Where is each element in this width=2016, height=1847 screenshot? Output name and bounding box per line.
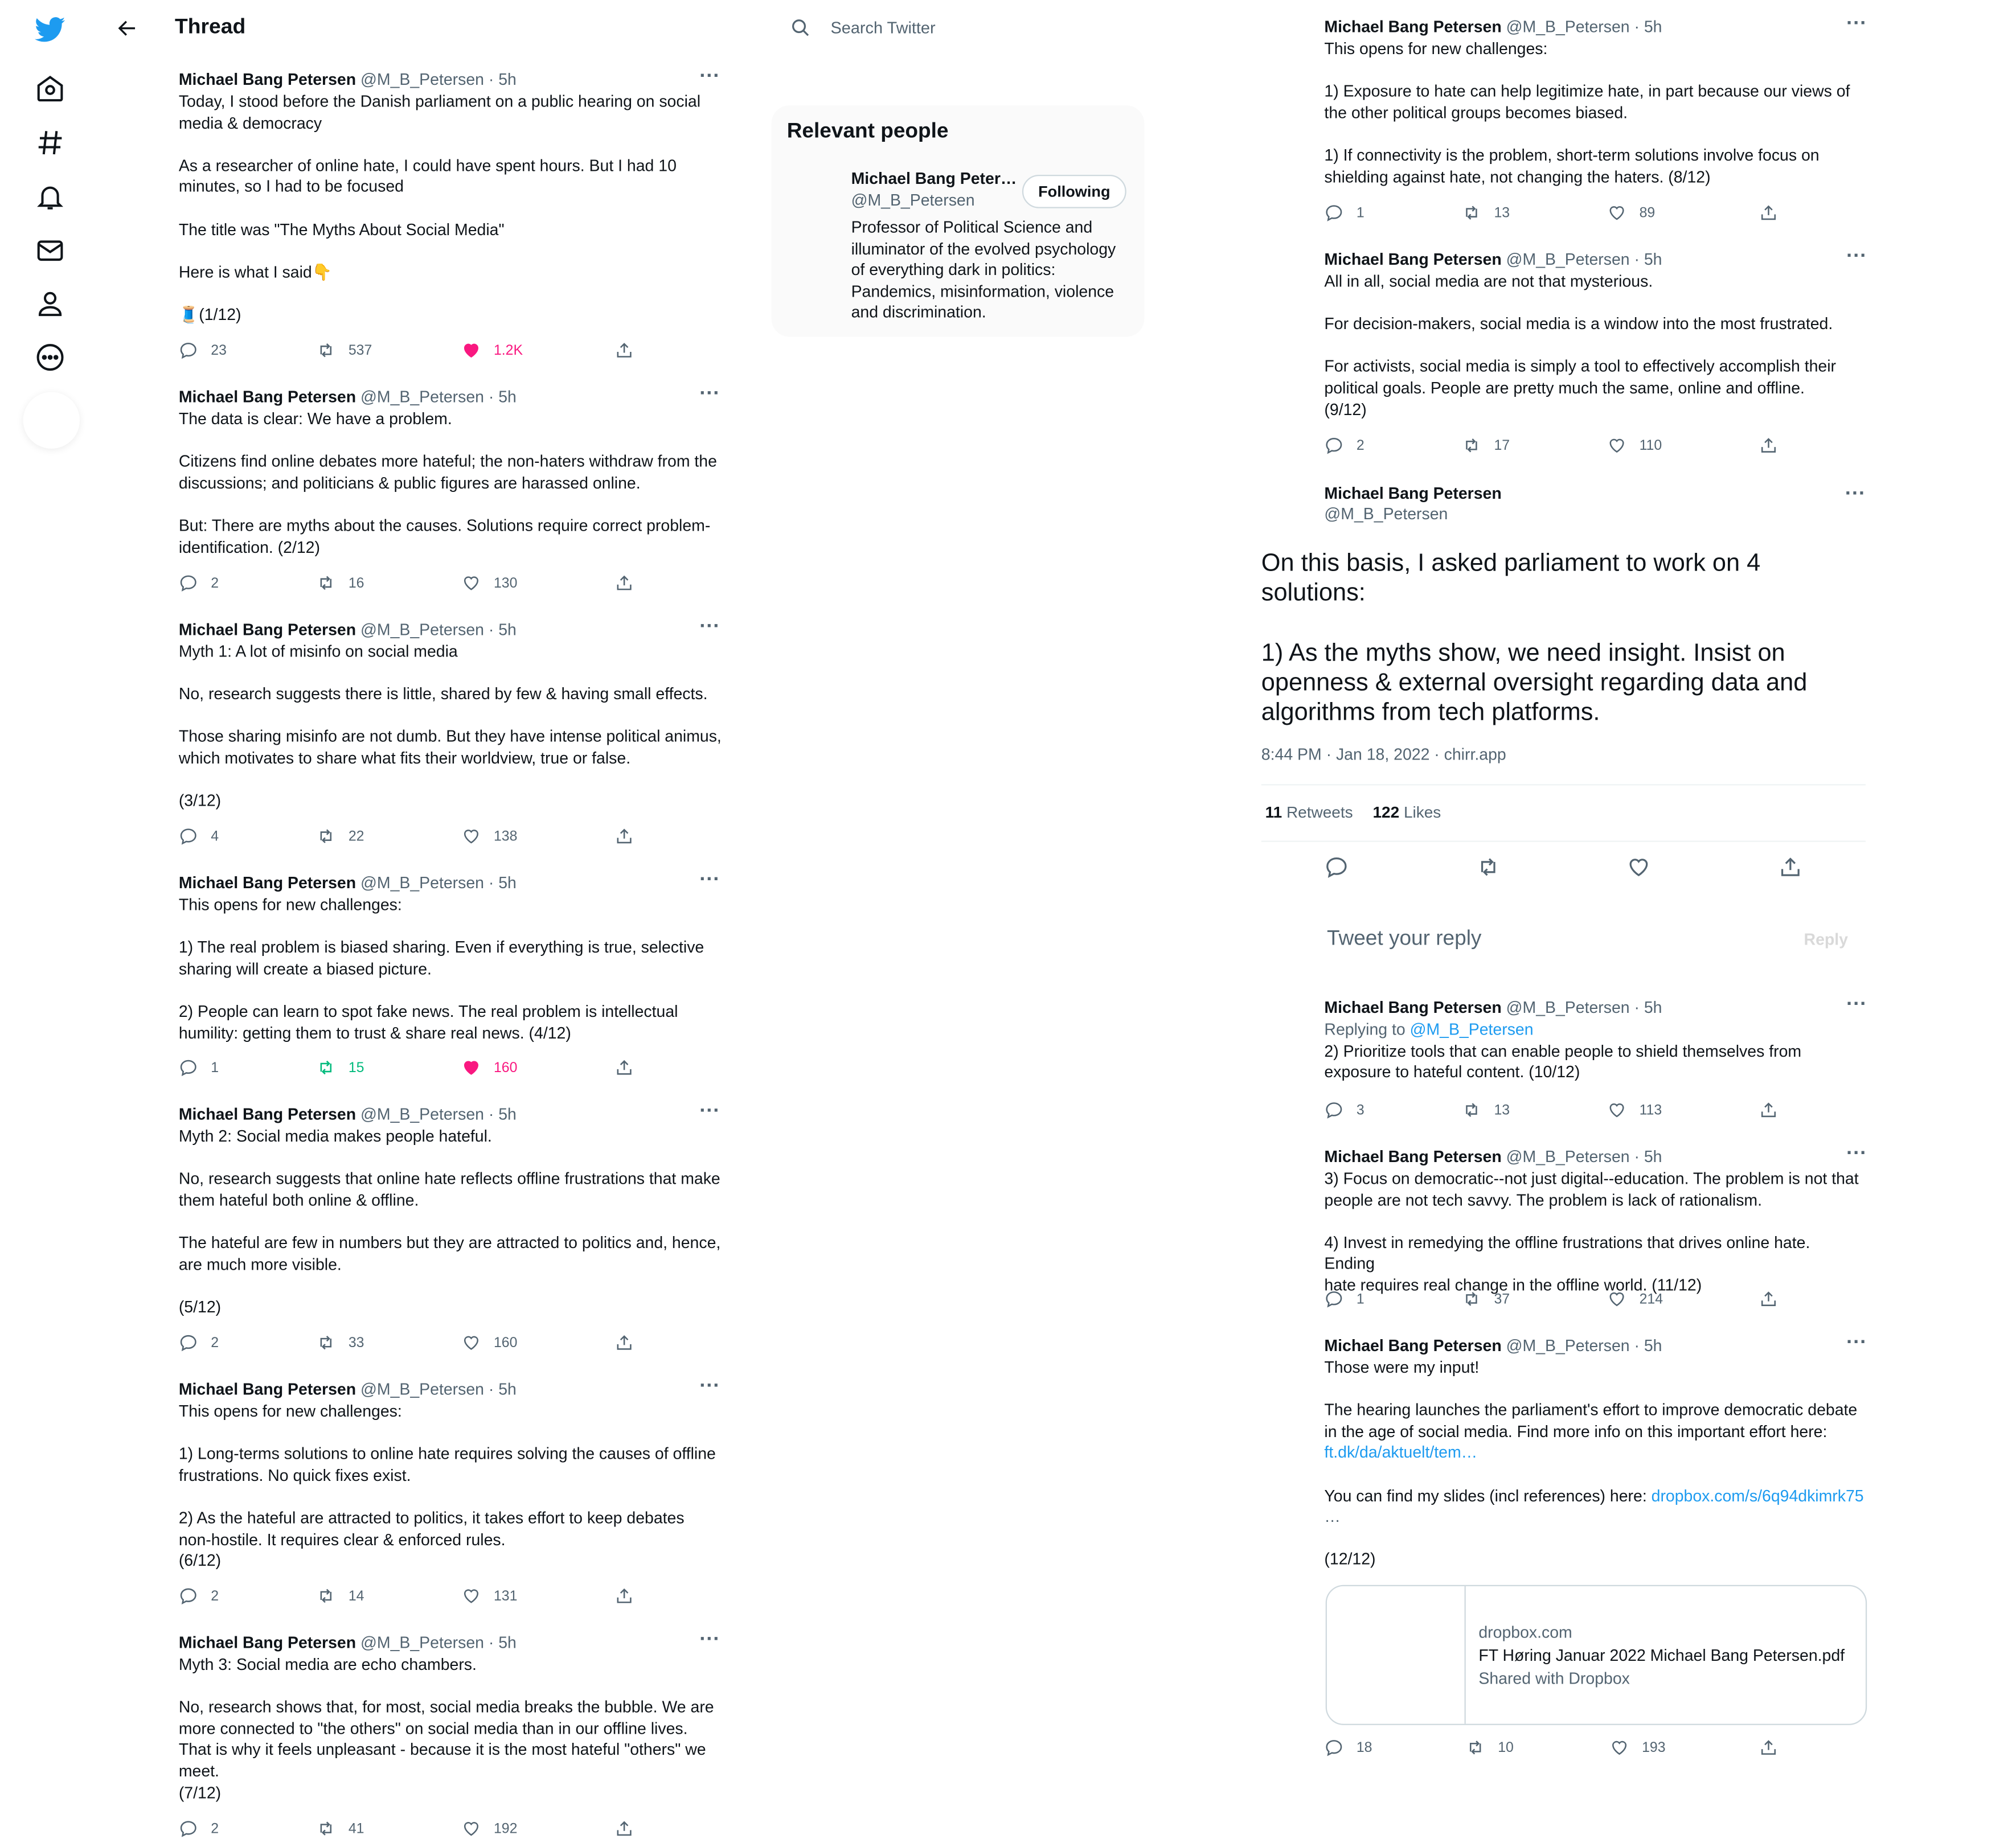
link-card-description: Shared with Dropbox [1478,1669,1630,1688]
like-icon [1607,1289,1639,1308]
tweet-more-icon[interactable]: ··· [699,65,720,88]
tweet-more-icon[interactable]: ··· [1846,1143,1867,1165]
focus-timestamp: 8:44 PM · Jan 18, 2022 · chirr.app [1261,745,1506,764]
like-button[interactable] [462,1058,518,1077]
tweet-author-name[interactable]: Michael Bang Petersen [1324,18,1502,36]
tweet-actions [1324,203,1864,227]
like-icon [462,1819,494,1838]
share-button[interactable] [614,1058,646,1077]
explore-icon[interactable] [34,126,67,159]
tweet-meta: @M_B_Petersen · 5h [1506,251,1662,269]
tweet-meta: @M_B_Petersen · 5h [360,1380,517,1399]
like-icon [1607,1101,1639,1120]
tweet-meta: @M_B_Petersen · 5h [360,874,517,892]
like-button[interactable] [462,1586,518,1606]
retweet-button[interactable] [1466,1738,1514,1757]
like-count: 110 [1639,437,1662,453]
like-count: 89 [1639,205,1656,221]
tweet-link-ellipsis: … [1324,1508,1341,1526]
reply-button[interactable] [1324,1738,1372,1757]
divider [1261,841,1866,842]
like-count: 113 [1639,1102,1662,1118]
reply-count: 18 [1356,1739,1372,1755]
like-button[interactable] [462,1819,518,1838]
tweet-more-icon[interactable]: ··· [699,615,720,638]
tweet-author-name[interactable]: Michael Bang Petersen [178,71,357,89]
reply-icon [179,340,211,360]
share-icon [614,1333,646,1352]
share-button[interactable] [1759,1101,1791,1120]
tweet-text: Those were my input! The hearing launches the parliament's effort to improve democratic debate in the age of social media. Find more info on this important effort here: [1324,1358,1858,1441]
like-button[interactable] [1607,436,1662,455]
retweet-button[interactable] [316,1586,364,1606]
tweet [178,1100,726,1318]
tweet [178,869,726,1044]
retweet-icon [1462,1101,1494,1120]
reply-count: 2 [1356,437,1365,453]
like-icon [462,340,494,360]
retweet-icon [316,1819,348,1838]
tweet-more-icon[interactable]: ··· [1846,13,1867,35]
like-icon [462,1586,494,1606]
tweet-text: You can find my slides (incl references) here: [1324,1487,1652,1505]
tweet-text: Myth 2: Social media makes people hateful. No, research suggests that online hate reflects offline frustrations that make them hateful both online & offline. The hateful are few in numbers but they are attracted to politics and, hence, are much more visible. (5/12) [178,1127,721,1316]
reply-icon [1324,203,1356,223]
reply-icon [179,827,211,846]
retweet-count: 537 [348,342,372,358]
messages-icon[interactable] [34,234,67,268]
reply-button[interactable] [179,340,227,360]
retweet-button[interactable] [316,1333,364,1352]
focus-author-handle: @M_B_Petersen [1324,505,1448,523]
replying-to-link[interactable]: @M_B_Petersen [1409,1020,1534,1039]
retweet-count: 41 [348,1821,364,1837]
retweets-count: 11 [1265,803,1282,822]
tweet-text: 3) Focus on democratic--not just digital--education. The problem is not that people are not tech savvy. The problem is lack of rationalism. 4) Invest in remedying the offline frustrations that drives online hate. Ending hate requires real change in the offline world. (11/12) [1324,1169,1859,1295]
retweet-button[interactable] [316,827,364,846]
link-card-domain: dropbox.com [1478,1623,1572,1642]
like-icon [1610,1738,1642,1757]
focus-more-icon[interactable]: ··· [1845,483,1866,506]
tweet-more-icon[interactable]: ··· [1846,1331,1867,1354]
retweet-count: 15 [348,1060,364,1076]
reply-icon [179,1058,211,1077]
tweet-more-icon[interactable]: ··· [699,383,720,405]
reply-button[interactable] [179,827,219,846]
tweet-actions [179,1819,719,1842]
reply-button[interactable] [179,1058,219,1077]
tweet-more-icon[interactable]: ··· [1846,994,1867,1016]
tweet-meta: @M_B_Petersen · 5h [360,71,517,89]
retweet-count: 14 [348,1588,364,1604]
tweet-author-name[interactable]: Michael Bang Petersen [1324,1337,1502,1355]
like-button[interactable] [462,340,523,360]
home-icon[interactable] [34,72,67,105]
share-icon [614,1058,646,1077]
reply-button[interactable] [179,573,219,593]
like-count: 193 [1642,1739,1666,1755]
retweet-icon [316,1333,348,1352]
share-icon [614,827,646,846]
like-button[interactable] [1607,1101,1662,1120]
tweet-author-name[interactable]: Michael Bang Petersen [178,1105,357,1124]
like-count: 192 [493,1821,518,1837]
tweet [178,615,726,812]
compose-button[interactable] [23,392,80,449]
retweet-button[interactable] [316,340,372,360]
likes-count: 122 [1372,803,1400,822]
retweet-icon [316,1058,348,1077]
retweet-count: 13 [1494,205,1510,221]
reply-count: 2 [211,1335,219,1351]
retweet-button[interactable] [1462,1289,1510,1308]
share-button[interactable] [614,1333,646,1352]
like-icon [462,1333,494,1352]
reply-icon [179,1586,211,1606]
like-button[interactable] [462,573,518,593]
tweet-meta: @M_B_Petersen · 5h [1506,1148,1662,1166]
reply-button[interactable] [179,1333,219,1352]
like-count: 131 [493,1588,518,1604]
retweet-count: 22 [348,828,364,844]
share-icon [614,1819,646,1838]
retweet-count: 33 [348,1335,364,1351]
like-count: 1.2K [493,342,523,358]
reply-input[interactable]: Tweet your reply [1326,926,1482,950]
link-card-title: FT Høring Januar 2022 Michael Bang Petersen.pdf [1478,1647,1845,1665]
tweet-text: Today, I stood before the Danish parliament on a public hearing on social media & democracy As a researcher of online hate, I could have spent hours. But I had 10 minutes, so I had to be focused The title was "The Myths About Social Media" Here is what I said👇 🧵(1/12) [178,92,701,324]
tweet-text: All in all, social media are not that mysterious. For decision-makers, social media is a window into the most frustrated. For activists, social media is simply a tool to effectively accomplish their political goals. People are pretty much the same, online and offline. (9/12) [1324,272,1837,419]
focus-share-icon[interactable] [1778,855,1802,885]
share-icon [614,340,646,360]
tweet-actions [179,827,719,850]
reply-count: 3 [1356,1102,1365,1118]
tweet-text: The data is clear: We have a problem. Citizens find online debates more hateful; the non-haters withdraw from the discussions; and politicians & public figures are harassed online. But: There are myths about the causes. Solutions require correct problem- identification. (2/12) [178,410,717,556]
share-button[interactable] [614,573,646,593]
relevant-person-handle: @M_B_Petersen [851,191,975,210]
tweet-author-name[interactable]: Michael Bang Petersen [178,388,357,407]
like-count: 160 [493,1060,518,1076]
reply-count: 2 [211,1821,219,1837]
reply-button[interactable] [179,1819,219,1838]
reply-icon [179,1819,211,1838]
focus-retweet-icon[interactable] [1476,855,1501,885]
retweet-button[interactable] [1462,1101,1510,1120]
search-input[interactable]: Search Twitter [830,18,936,38]
retweet-icon [316,1586,348,1606]
share-button[interactable] [614,340,646,360]
tweet-more-icon[interactable]: ··· [1846,245,1867,268]
focus-tweet-text: On this basis, I asked parliament to work on 4 solutions: 1) As the myths show, we need insight. Insist on openness & external oversight regarding data and algorithms from tech platforms. [1261,550,1808,727]
retweet-icon [1462,436,1494,455]
retweet-icon [316,827,348,846]
reply-button[interactable] [179,1586,219,1606]
share-button[interactable] [1759,436,1791,455]
share-icon [1759,1289,1791,1308]
tweet-text: This opens for new challenges: 1) The real problem is biased sharing. Even if everything is true, selective sharing will create a biased picture. 2) People can learn to spot fake news. The real problem is intellectual humility: getting them to trust & share real news. (4/12) [178,896,704,1042]
tweet-author-name[interactable]: Michael Bang Petersen [1324,251,1502,269]
retweet-icon [1466,1738,1498,1757]
tweet [178,383,726,559]
link-card[interactable] [1326,1585,1867,1725]
focus-author-name[interactable]: Michael Bang Petersen [1324,485,1502,503]
tweet-count: (12/12) [1324,1550,1376,1569]
reply-icon [1324,436,1356,455]
reply-count: 2 [211,575,219,591]
tweet-meta: @M_B_Petersen · 5h [360,1105,517,1124]
tweet-text: This opens for new challenges: 1) Exposure to hate can help legitimize hate, in part because our views of the other political groups becomes biased. 1) If connectivity is the problem, short-term solutions involve focus on shielding against hate, not changing the haters. (8/12) [1324,39,1850,186]
like-count: 160 [493,1335,518,1351]
back-arrow-icon[interactable] [116,17,139,40]
retweet-count: 17 [1494,437,1510,453]
share-icon [614,1586,646,1606]
tweet-author-name[interactable]: Michael Bang Petersen [1324,1148,1502,1166]
tweet [178,1628,726,1804]
like-button[interactable] [1607,1289,1663,1308]
tweet-meta: @M_B_Petersen · 5h [360,621,517,639]
like-icon [462,573,494,593]
reply-count: 4 [211,828,219,844]
retweet-icon [1462,1289,1494,1308]
reply-icon [179,573,211,593]
share-icon [1759,203,1791,223]
reply-icon [1324,1101,1356,1120]
likes-label[interactable]: Likes [1403,803,1441,822]
tweet-actions [179,573,719,597]
tweet-text: 2) Prioritize tools that can enable people to shield themselves from exposure to hateful content. (10/12) [1324,1042,1802,1082]
reply-icon [179,1333,211,1352]
more-icon[interactable] [34,340,67,374]
relevant-person-name[interactable]: Michael Bang Peter… [851,170,1017,188]
reply-count: 1 [1356,205,1365,221]
reply-count: 1 [1356,1291,1365,1307]
focus-stats [1265,803,1441,822]
share-button[interactable] [1759,1738,1791,1757]
tweet [1324,245,1871,421]
replying-to-label: Replying to [1324,1020,1410,1039]
tweet-actions [1324,436,1864,459]
share-button[interactable] [614,827,646,846]
tweet [1324,1331,1867,1571]
tweet-meta: @M_B_Petersen · 5h [360,1633,517,1652]
share-button[interactable] [1759,1289,1791,1308]
tweet-text: Myth 3: Social media are echo chambers. No, research shows that, for most, social media breaks the bubble. We are more connected to "the others" on social media than in our offline lives. That is why it feels unpleasant - because it is the most hateful "others" we meet. (7/12) [178,1655,714,1802]
retweet-button[interactable] [1462,436,1510,455]
tweet-more-icon[interactable]: ··· [699,869,720,891]
relevant-person-bio: Professor of Political Science and illuminator of the evolved psychology of everything dark in politics: Pandemics, misinformation, violence and discrimination. [851,218,1116,322]
tweet-more-icon[interactable]: ··· [699,1375,720,1398]
retweet-icon [316,573,348,593]
like-icon [1607,203,1639,223]
tweet-meta: @M_B_Petersen · 5h [360,388,517,407]
reply-button[interactable]: Reply [1804,930,1848,949]
share-icon [614,573,646,593]
tweet-text: This opens for new challenges: 1) Long-terms solutions to online hate requires solving the causes of offline frustrations. No quick fixes exist. 2) As the hateful are attracted to politics, it takes effort to keep debates non-hostile. It requires clear & enforced rules. (6/12) [178,1402,716,1570]
like-button[interactable] [1610,1738,1666,1757]
tweet-actions [1324,1738,1864,1761]
tweet-meta: @M_B_Petersen · 5h [1506,1337,1662,1355]
profile-icon[interactable] [34,286,67,320]
like-count: 130 [493,575,518,591]
twitter-logo-icon[interactable] [34,13,67,47]
like-button[interactable] [462,827,518,846]
tweet-more-icon[interactable]: ··· [699,1100,720,1122]
retweets-label[interactable]: Retweets [1286,803,1353,822]
tweet-author-name[interactable]: Michael Bang Petersen [178,1380,357,1399]
tweet-meta: @M_B_Petersen · 5h [1506,18,1662,36]
page-title: Thread [175,15,246,39]
tweet [178,1375,726,1572]
focus-reply-icon[interactable] [1324,855,1349,885]
retweet-count: 13 [1494,1102,1510,1118]
retweet-button[interactable] [316,1819,364,1838]
like-count: 214 [1639,1291,1663,1307]
following-button[interactable]: Following [1022,175,1126,208]
like-icon [1607,436,1639,455]
tweet-more-icon[interactable]: ··· [699,1628,720,1651]
retweet-button[interactable] [316,1058,364,1077]
share-button[interactable] [614,1586,646,1606]
reply-button[interactable] [1324,1101,1364,1120]
tweet-actions [179,1333,719,1356]
tweet-text: Myth 1: A lot of misinfo on social media No, research suggests there is little, shared by few & having small effects. Those sharing misinfo are not dumb. But they have intense political animus, which motivates to share what fits their worldview, true or false. (3/12) [178,642,722,810]
tweet-link[interactable]: dropbox.com/s/6q94dkimrk75 [1651,1487,1864,1505]
tweet [178,65,726,326]
link-card-thumbnail [1327,1586,1466,1724]
relevant-people-title: Relevant people [786,119,949,143]
retweet-icon [1462,203,1494,223]
like-button[interactable] [462,1333,518,1352]
reply-icon [1324,1289,1356,1308]
retweet-count: 16 [348,575,364,591]
tweet-author-name[interactable]: Michael Bang Petersen [1324,999,1502,1017]
tweet-actions [179,340,719,364]
like-icon [462,1058,494,1077]
tweet-actions [1324,1101,1864,1124]
tweet-author-name[interactable]: Michael Bang Petersen [178,874,357,892]
share-icon [1759,436,1791,455]
retweet-count: 37 [1494,1291,1510,1307]
tweet-author-name[interactable]: Michael Bang Petersen [178,1633,357,1652]
share-button[interactable] [614,1819,646,1838]
search-icon [789,17,813,40]
like-icon [462,827,494,846]
retweet-button[interactable] [316,573,364,593]
reply-icon [1324,1738,1356,1757]
share-button[interactable] [1759,203,1791,223]
like-count: 138 [493,828,518,844]
retweet-icon [316,340,348,360]
divider [1261,784,1866,785]
tweet-author-name[interactable]: Michael Bang Petersen [178,621,357,639]
reply-button[interactable] [1324,1289,1364,1308]
tweet-actions [179,1058,719,1081]
tweet-actions [1324,1289,1864,1312]
tweet [1324,13,1871,188]
tweet-link[interactable]: ft.dk/da/aktuelt/tem… [1324,1444,1478,1462]
reply-button[interactable] [1324,203,1364,223]
reply-count: 1 [211,1060,219,1076]
retweet-button[interactable] [1462,203,1510,223]
share-icon [1759,1101,1791,1120]
share-icon [1759,1738,1791,1757]
focus-like-icon[interactable] [1626,855,1651,885]
reply-count: 23 [211,342,227,358]
like-button[interactable] [1607,203,1655,223]
tweet-actions [179,1586,719,1610]
notifications-icon[interactable] [34,180,67,214]
retweet-count: 10 [1498,1739,1514,1755]
tweet [1324,1143,1867,1296]
tweet-meta: @M_B_Petersen · 5h [1506,999,1662,1017]
tweet [1324,994,1867,1083]
reply-button[interactable] [1324,436,1364,455]
reply-count: 2 [211,1588,219,1604]
